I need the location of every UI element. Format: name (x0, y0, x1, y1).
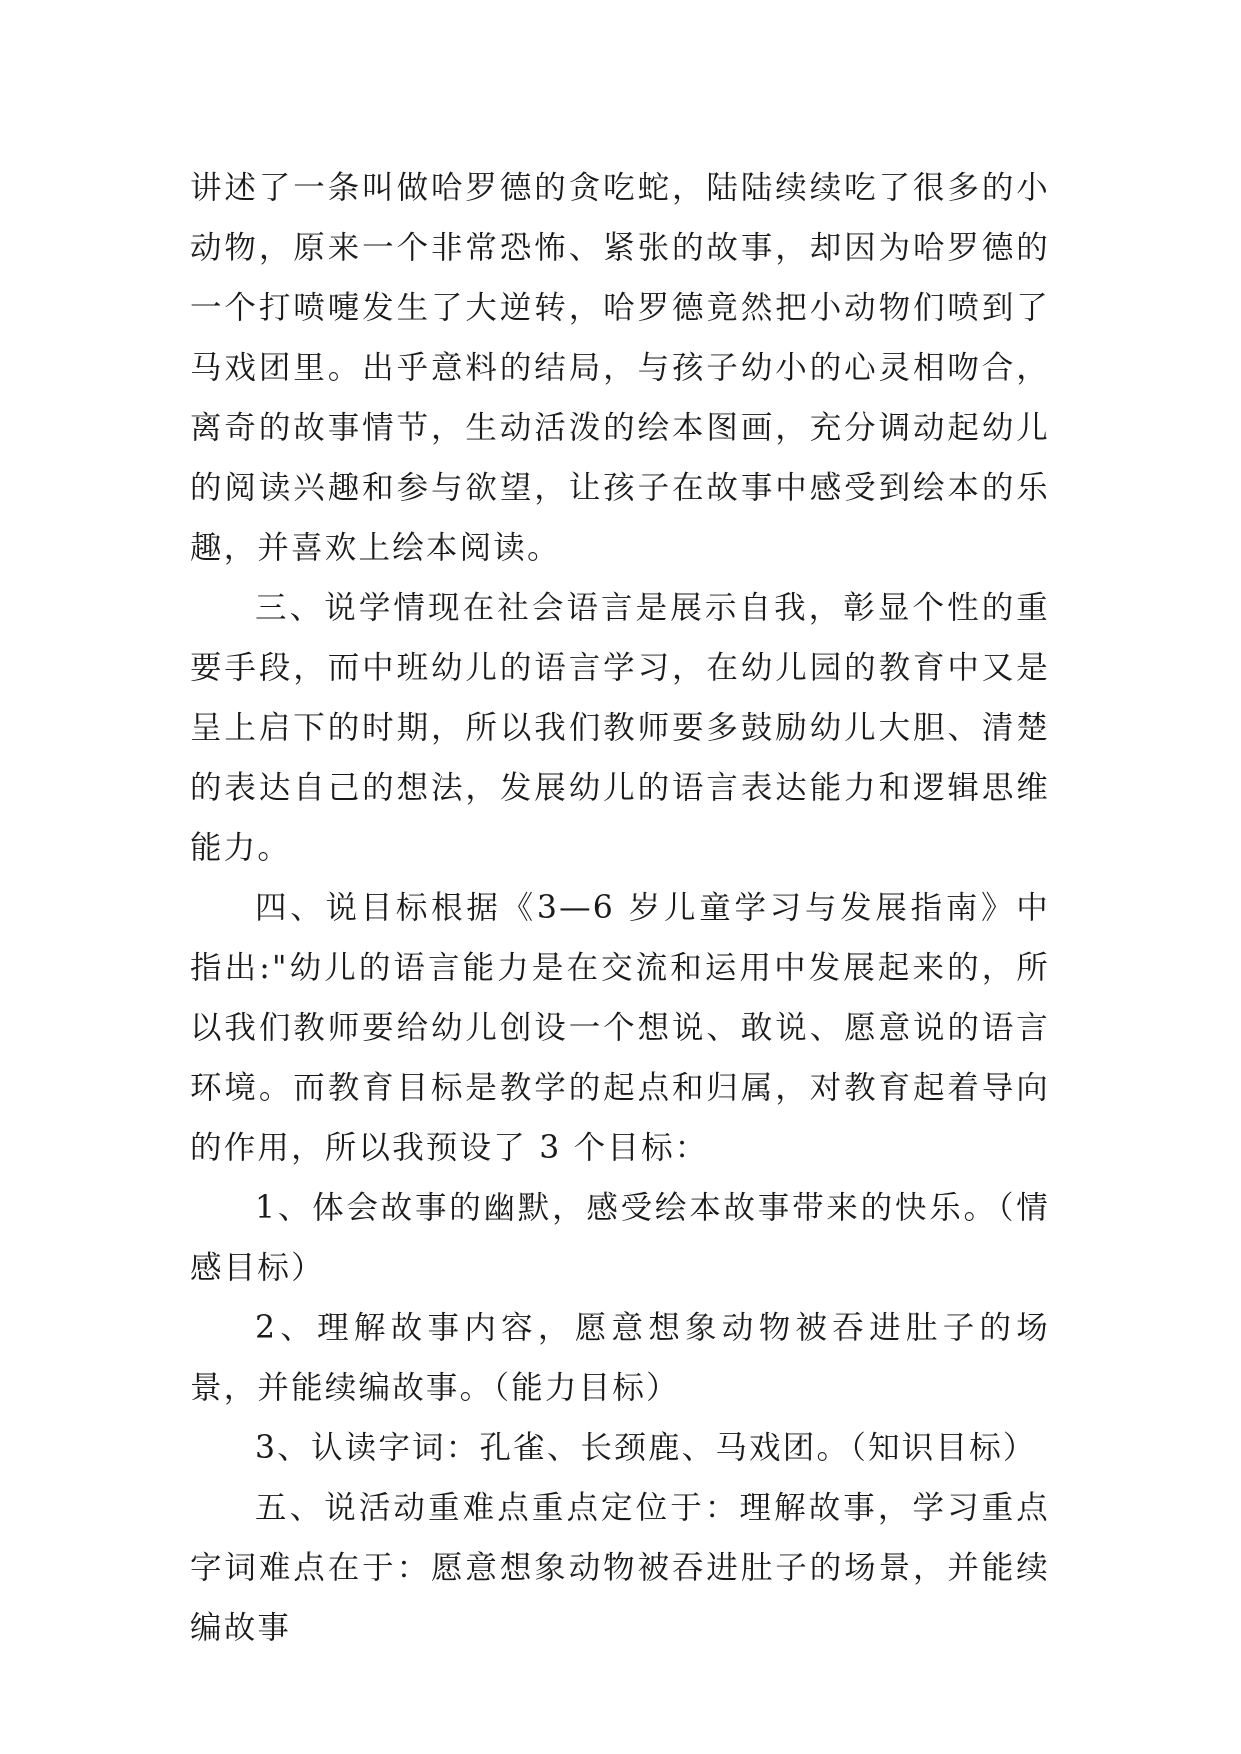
paragraph-learning-situation: 三、说学情现在社会语言是展示自我，彰显个性的重要手段，而中班幼儿的语言学习，在幼儿园的教育中又是呈上启下的时期，所以我们教师要多鼓励幼儿大胆、清楚的表达自己的想法，发展幼儿的语言表达能力和逻辑思维能力。 (190, 590, 1050, 866)
document-body (190, 158, 1050, 1658)
paragraph-story-summary: 讲述了一条叫做哈罗德的贪吃蛇，陆陆续续吃了很多的小动物，原来一个非常恐怖、紧张的故事，却因为哈罗德的一个打喷嚏发生了大逆转，哈罗德竟然把小动物们喷到了马戏团里。出乎意料的结局，与孩子幼小的心灵相吻合，离奇的故事情节，生动活泼的绘本图画，充分调动起幼儿的阅读兴趣和参与欲望，让孩子在故事中感受到绘本的乐趣，并喜欢上绘本阅读。 (190, 170, 1050, 566)
paragraph-objectives-intro: 四、说目标根据《3—6 岁儿童学习与发展指南》中指出:"幼儿的语言能力是在交流和运用中发展起来的，所以我们教师要给幼儿创设一个想说、敢说、愿意说的语言环境。而教育目标是教学的起点和归属，对教育起着导向的作用，所以我预设了 3 个目标： (190, 890, 1050, 1166)
paragraph-key-difficulties: 五、说活动重难点重点定位于：理解故事，学习重点字词难点在于：愿意想象动物被吞进肚子的场景，并能续编故事 (190, 1490, 1050, 1646)
paragraph-objective-3: 3、认读字词：孔雀、长颈鹿、马戏团。（知识目标） (255, 1430, 1037, 1466)
paragraph-objective-2: 2、理解故事内容，愿意想象动物被吞进肚子的场景，并能续编故事。（能力目标） (190, 1310, 1050, 1406)
paragraph-objective-1: 1、体会故事的幽默，感受绘本故事带来的快乐。（情感目标） (190, 1190, 1050, 1286)
